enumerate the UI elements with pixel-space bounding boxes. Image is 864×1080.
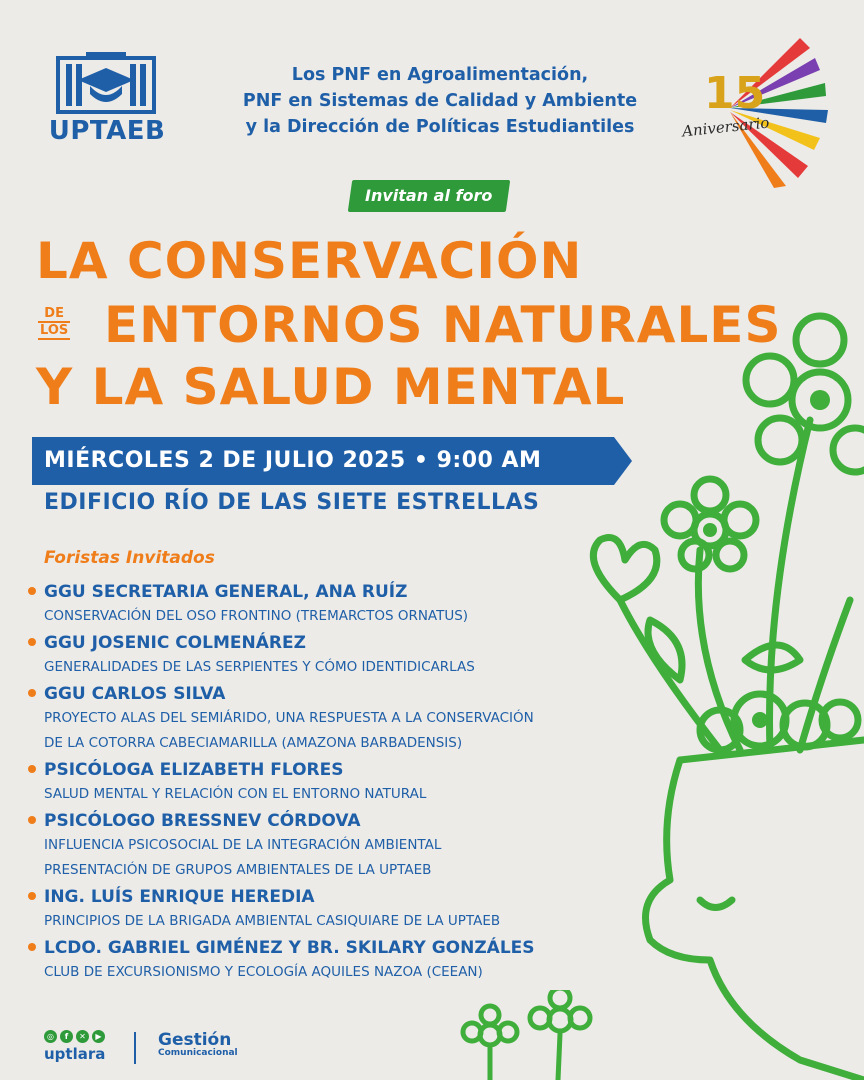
university-building-icon — [56, 50, 156, 114]
speaker-name: PSICÓLOGO BRESSNEV CÓRDOVA — [44, 811, 361, 831]
speaker-topic: CONSERVACIÓN DEL OSO FRONTINO (TREMARCTOS ORNATUS) — [44, 608, 469, 624]
title-line-2: ENTORNOS NATURALES — [104, 296, 782, 354]
title-de: DE — [38, 306, 70, 323]
gestion-logo — [158, 1030, 238, 1058]
gestion-main-text: Gestión — [158, 1030, 232, 1050]
organizer-line-1: Los PNF en Agroalimentación, — [291, 65, 589, 85]
speaker-topic: CLUB DE EXCURSIONISMO Y ECOLOGÍA AQUILES NAZOA (CEEAN) — [44, 964, 483, 980]
date-time: MIÉRCOLES 2 DE JULIO 2025 • 9:00 AM — [44, 448, 542, 473]
speaker-topic: DE LA COTORRA CABECIAMARILLA (AMAZONA BARBADENSIS) — [44, 735, 463, 751]
youtube-icon[interactable]: ▶ — [92, 1030, 105, 1043]
speaker-name: GGU SECRETARIA GENERAL, ANA RUÍZ — [44, 582, 408, 602]
speaker-name: LCDO. GABRIEL GIMÉNEZ Y BR. SKILARY GONZÁLES — [44, 938, 535, 958]
social-icons — [44, 1030, 105, 1043]
invite-text: Invitan al foro — [365, 186, 493, 205]
social-handle: uptlara — [44, 1045, 106, 1063]
title-los: LOS — [40, 323, 69, 338]
bullet-icon — [28, 816, 36, 824]
date-banner — [32, 437, 614, 485]
speaker-topic: INFLUENCIA PSICOSOCIAL DE LA INTEGRACIÓN AMBIENTAL — [44, 837, 442, 853]
speaker-name: GGU CARLOS SILVA — [44, 684, 226, 704]
bullet-icon — [28, 689, 36, 697]
anniversary-word: Aniversario — [681, 113, 771, 141]
bullet-icon — [28, 892, 36, 900]
anniversary-badge — [681, 38, 830, 188]
bullet-icon — [28, 638, 36, 646]
footer-divider — [134, 1032, 136, 1064]
x-icon[interactable]: ✕ — [76, 1030, 89, 1043]
bullet-icon — [28, 765, 36, 773]
anniversary-number: 15 — [704, 68, 766, 119]
speaker-name: ING. LUÍS ENRIQUE HEREDIA — [44, 887, 315, 907]
speaker-name: GGU JOSENIC COLMENÁREZ — [44, 633, 306, 653]
title-line-1: LA CONSERVACIÓN — [36, 232, 583, 290]
instagram-icon[interactable]: ◎ — [44, 1030, 57, 1043]
title-de-los — [38, 306, 70, 340]
bottom-flowers-illustration — [460, 990, 600, 1080]
speaker-topic: PRESENTACIÓN DE GRUPOS AMBIENTALES DE LA UPTAEB — [44, 862, 432, 878]
organizer-line-2: PNF en Sistemas de Calidad y Ambiente — [242, 91, 638, 111]
speakers-label: Foristas Invitados — [44, 548, 215, 568]
invite-badge — [348, 180, 510, 212]
speaker-topic: PROYECTO ALAS DEL SEMIÁRIDO, UNA RESPUESTA A LA CONSERVACIÓN — [44, 710, 534, 726]
venue: EDIFICIO RÍO DE LAS SIETE ESTRELLAS — [44, 490, 540, 515]
organizers-text — [190, 62, 690, 140]
facebook-icon[interactable]: f — [60, 1030, 73, 1043]
speaker-topic: GENERALIDADES DE LAS SERPIENTES Y CÓMO IDENTIDICARLAS — [44, 659, 475, 675]
uptaeb-logo — [42, 50, 172, 150]
bullet-icon — [28, 943, 36, 951]
speaker-topic: SALUD MENTAL Y RELACIÓN CON EL ENTORNO NATURAL — [44, 786, 427, 802]
gestion-sub-text: Comunicacional — [158, 1048, 238, 1058]
organizer-line-3: y la Dirección de Políticas Estudiantiles — [245, 117, 635, 137]
speaker-name: PSICÓLOGA ELIZABETH FLORES — [44, 760, 344, 780]
logo-text: UPTAEB — [48, 116, 166, 146]
speaker-topic: PRINCIPIOS DE LA BRIGADA AMBIENTAL CASIQUIARE DE LA UPTAEB — [44, 913, 501, 929]
social-block — [44, 1030, 105, 1063]
bullet-icon — [28, 587, 36, 595]
plant-head-illustration — [540, 300, 864, 1080]
title-line-3: Y LA SALUD MENTAL — [36, 358, 626, 416]
